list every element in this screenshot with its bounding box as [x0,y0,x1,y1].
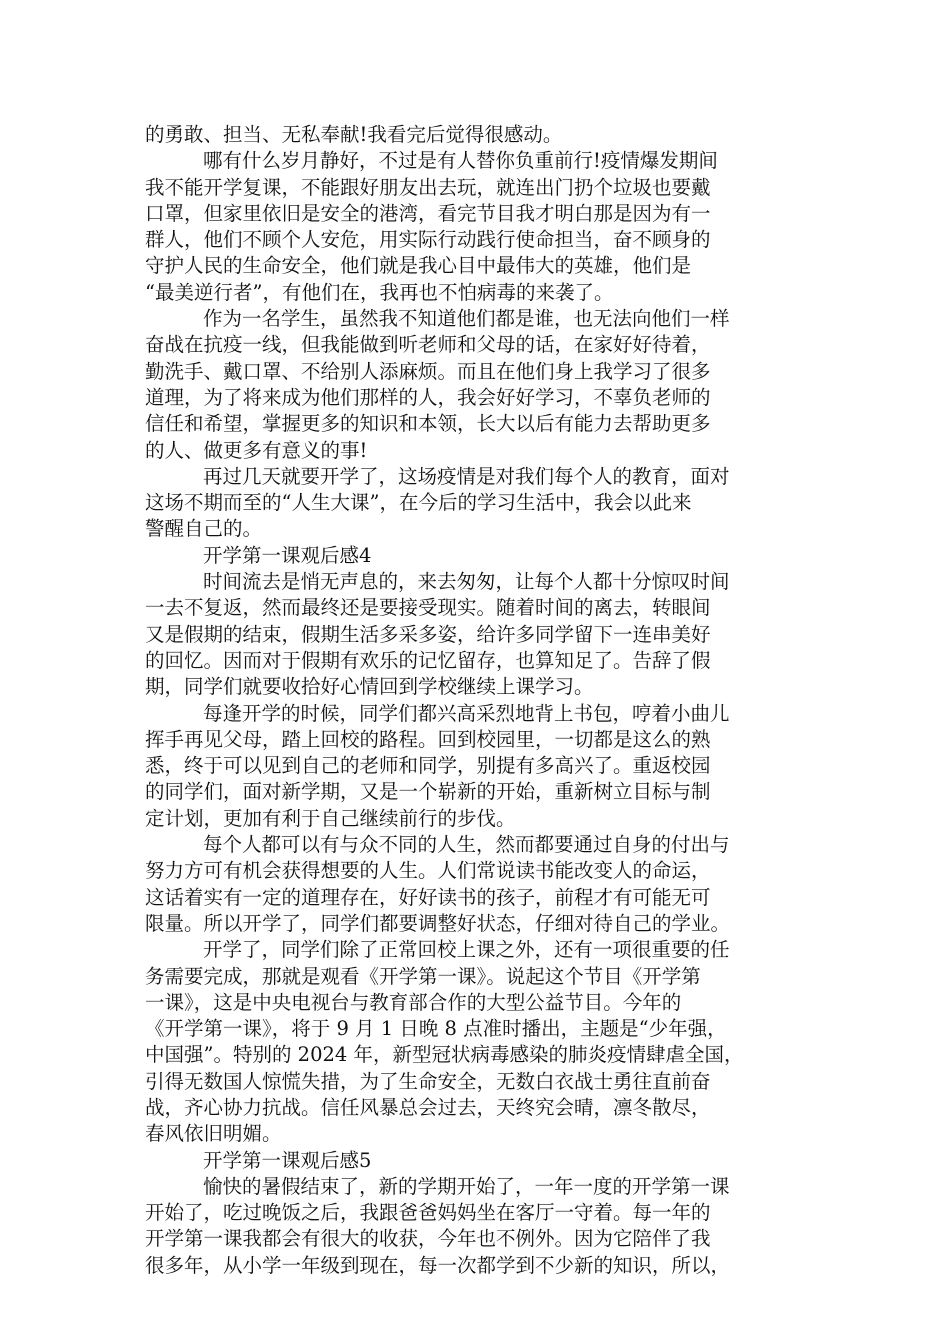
text-line: 中国强”。特别的 2024 年，新型冠状病毒感染的肺炎疫情肆虐全国， [145,1043,744,1067]
text-line: 奋战在抗疫一线，但我能做到听老师和父母的话，在家好好待着， [145,333,711,357]
text-line: 开学第一课我都会有很大的收获，今年也不例外。因为它陪伴了我 [145,1227,711,1251]
document-page [145,122,815,1279]
text-line: 再过几天就要开学了，这场疫情是对我们每个人的教育，面对 [203,464,730,488]
text-line: 期，同学们就要收拾好心情回到学校继续上课学习。 [145,675,594,699]
text-line: 开学第一课观后感4 [203,543,372,567]
text-line: 愉快的暑假结束了，新的学期开始了，一年一度的开学第一课 [203,1174,730,1198]
text-line: 战，齐心协力抗战。信任风暴总会过去，天终究会晴，凛冬散尽， [145,1095,711,1119]
text-line: 的人、做更多有意义的事! [145,438,368,462]
text-line: 群人，他们不顾个人安危，用实际行动践行使命担当，奋不顾身的 [145,228,711,252]
text-line: 限量。所以开学了，同学们都要调整好状态，仔细对待自己的学业。 [145,911,731,935]
text-line: 引得无数国人惊慌失措，为了生命安全，无数白衣战士勇往直前奋 [145,1069,711,1093]
text-line: 这话着实有一定的道理存在，好好读书的孩子，前程才有可能无可 [145,885,711,909]
text-line: 这场不期而至的“人生大课”，在今后的学习生活中，我会以此来 [145,491,692,515]
text-line: 悉，终于可以见到自己的老师和同学，别提有多高兴了。重返校园 [145,754,711,778]
text-line: 的同学们，面对新学期，又是一个崭新的开始，重新树立目标与制 [145,780,711,804]
text-line: 开学了，同学们除了正常回校上课之外，还有一项很重要的任 [203,938,730,962]
text-line: 勤洗手、戴口罩、不给别人添麻烦。而且在他们身上我学习了很多 [145,359,711,383]
text-line: 警醒自己的。 [145,517,263,541]
text-line: 每个人都可以有与众不同的人生，然而都要通过自身的付出与 [203,833,730,857]
text-line: 务需要完成，那就是观看《开学第一课》。说起这个节目《开学第 [145,964,701,988]
text-line: 每逢开学的时候，同学们都兴高采烈地背上书包，哼着小曲儿 [203,701,730,725]
text-line: “最美逆行者”，有他们在，我再也不怕病毒的来袭了。 [145,280,614,304]
text-line: 的勇敢、担当、无私奉献!我看完后觉得很感动。 [145,123,563,146]
text-line: 又是假期的结束，假期生活多采多姿，给许多同学留下一连串美好 [145,622,711,646]
text-line: 的回忆。因而对于假期有欢乐的记忆留存，也算知足了。告辞了假 [145,648,711,672]
text-line: 开学第一课观后感5 [203,1148,372,1172]
text-line: 开始了，吃过晚饭之后，我跟爸爸妈妈坐在客厅一守着。每一年的 [145,1201,711,1225]
text-line: 春风依旧明媚。 [145,1122,282,1146]
text-line: 道理，为了将来成为他们那样的人，我会好好学习，不辜负老师的 [145,385,711,409]
text-line: 时间流去是悄无声息的，来去匆匆，让每个人都十分惊叹时间 [203,570,730,594]
text-line: 很多年，从小学一年级到现在，每一次都学到不少新的知识，所以， [145,1253,731,1277]
text-line: 守护人民的生命安全，他们就是我心目中最伟大的英雄，他们是 [145,254,692,278]
text-line: 一课》，这是中央电视台与教育部合作的大型公益节目。今年的 [145,990,682,1014]
text-line: 口罩，但家里依旧是安全的港湾，看完节目我才明白那是因为有一 [145,201,711,225]
text-line: 我不能开学复课，不能跟好朋友出去玩，就连出门扔个垃圾也要戴 [145,175,711,199]
text-line: 一去不复返，然而最终还是要接受现实。随着时间的离去，转眼间 [145,596,711,620]
text-line: 努力方可有机会获得想要的人生。人们常说读书能改变人的命运， [145,859,711,883]
text-line: 作为一名学生，虽然我不知道他们都是谁，也无法向他们一样 [203,307,730,331]
text-line: 定计划，更加有利于自己继续前行的步伐。 [145,806,516,830]
text-line: 信任和希望，掌握更多的知识和本领，长大以后有能力去帮助更多 [145,412,711,436]
text-line: 《开学第一课》，将于 9 月 1 日晚 8 点准时播出，主题是“少年强， [145,1017,727,1041]
text-line: 哪有什么岁月静好，不过是有人替你负重前行!疫情爆发期间 [203,149,718,173]
text-line: 挥手再见父母，踏上回校的路程。回到校园里，一切都是这么的熟 [145,727,711,751]
